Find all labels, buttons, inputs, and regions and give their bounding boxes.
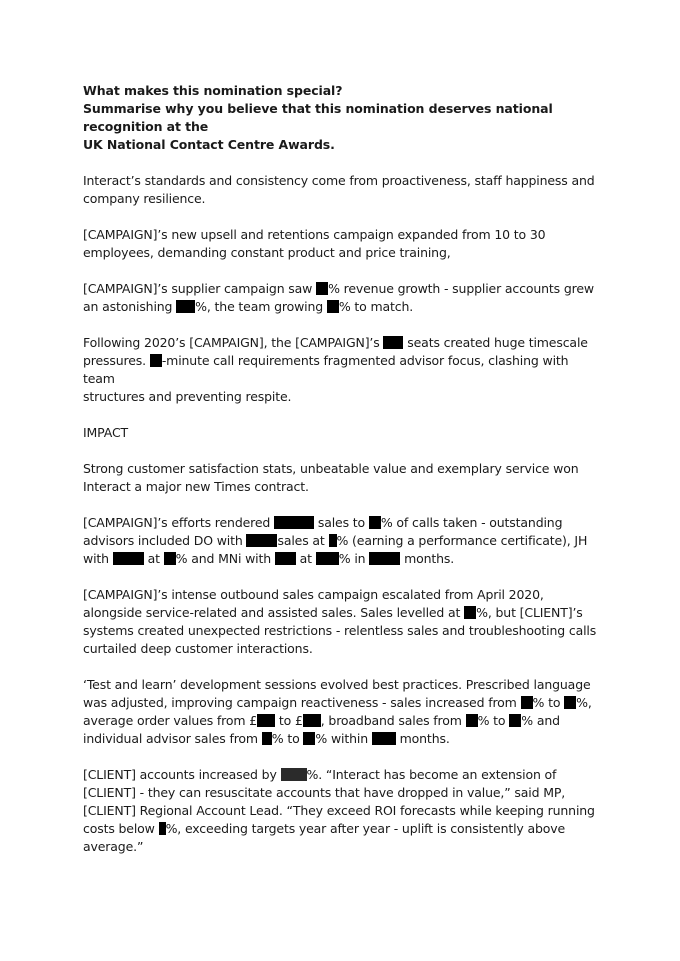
redaction-block (150, 354, 162, 367)
redaction-block (275, 552, 296, 565)
redaction-block (564, 696, 576, 709)
redaction-block (369, 552, 400, 565)
text-line: employees, demanding constant product and price training, (83, 245, 451, 260)
paragraph-outbound-sales (83, 586, 603, 658)
redaction-block (262, 732, 272, 745)
document-body (83, 82, 603, 856)
text-line: average.” (83, 839, 144, 854)
redaction-block (327, 300, 339, 313)
text-line: [CLIENT] Regional Account Lead. “They exceed ROI forecasts while keeping running (83, 803, 595, 818)
text-line: Interact’s standards and consistency come from proactiveness, staff happiness and (83, 173, 595, 188)
paragraph-standards (83, 172, 603, 208)
redaction-block (274, 516, 314, 529)
text-line: curtailed deep customer interactions. (83, 641, 313, 656)
redaction-block (159, 822, 166, 835)
paragraph-supplier-campaign (83, 280, 603, 316)
heading-instruction-line: UK National Contact Centre Awards. (83, 137, 335, 152)
text-line: costs below %, exceeding targets year after year - uplift is consistently above (83, 821, 566, 836)
text-line: Interact a major new Times contract. (83, 479, 309, 494)
paragraph-test-and-learn (83, 676, 603, 748)
text-line: Following 2020’s [CAMPAIGN], the [CAMPAIGN]’s seats created huge timescale (83, 335, 588, 350)
text-line: pressures. -minute call requirements fragmented advisor focus, clashing with team (83, 353, 569, 386)
redaction-block (113, 552, 144, 565)
text-line: Strong customer satisfaction stats, unbeatable value and exemplary service won (83, 461, 579, 476)
text-line: [CLIENT] - they can resuscitate accounts that have dropped in value,” said MP, (83, 785, 566, 800)
text-line: systems created unexpected restrictions - relentless sales and troubleshooting calls (83, 623, 597, 638)
redaction-block (257, 714, 275, 727)
paragraph-client-accounts (83, 766, 603, 856)
redaction-block (246, 534, 277, 547)
text-line: [CLIENT] accounts increased by %. “Interact has become an extension of (83, 767, 557, 782)
redaction-block (176, 300, 195, 313)
heading-instruction-line: Summarise why you believe that this nomination deserves national recognition at the (83, 101, 553, 134)
text-line: structures and preventing respite. (83, 389, 292, 404)
heading-question: What makes this nomination special? (83, 83, 343, 98)
text-line: was adjusted, improving campaign reactiveness - sales increased from % to %, (83, 695, 592, 710)
paragraph-customer-satisfaction (83, 460, 603, 496)
text-line: [CAMPAIGN]’s efforts rendered sales to % of calls taken - outstanding (83, 515, 563, 530)
redaction-block (329, 534, 337, 547)
text-line: average order values from £ to £ , broadband sales from % to % and (83, 713, 560, 728)
text-line: [CAMPAIGN]’s supplier campaign saw % revenue growth - supplier accounts grew (83, 281, 594, 296)
impact-label: IMPACT (83, 425, 129, 440)
text-line: [CAMPAIGN]’s new upsell and retentions campaign expanded from 10 to 30 (83, 227, 546, 242)
text-line: [CAMPAIGN]’s intense outbound sales campaign escalated from April 2020, (83, 587, 544, 602)
text-line: ‘Test and learn’ development sessions evolved best practices. Prescribed language (83, 677, 591, 692)
paragraph-campaign-efforts (83, 514, 603, 568)
section-heading (83, 82, 603, 154)
redaction-block (281, 768, 307, 781)
redaction-block (509, 714, 521, 727)
text-line: with at % and MNi with at % in months. (83, 551, 455, 566)
text-line: company resilience. (83, 191, 206, 206)
redaction-block (369, 516, 381, 529)
redaction-block (316, 282, 328, 295)
text-line: an astonishing %, the team growing % to match. (83, 299, 414, 314)
redaction-block (303, 732, 315, 745)
redaction-block (464, 606, 476, 619)
paragraph-pressures (83, 334, 603, 406)
redaction-block (164, 552, 176, 565)
text-line: alongside service-related and assisted sales. Sales levelled at %, but [CLIENT]’s (83, 605, 583, 620)
redaction-block (303, 714, 321, 727)
redaction-block (316, 552, 339, 565)
text-line: advisors included DO with sales at % (earning a performance certificate), JH (83, 533, 588, 548)
redaction-block (466, 714, 478, 727)
redaction-block (372, 732, 396, 745)
paragraph-upsell-campaign (83, 226, 603, 262)
redaction-block (521, 696, 533, 709)
text-line: individual advisor sales from % to % within months. (83, 731, 450, 746)
redaction-block (383, 336, 403, 349)
